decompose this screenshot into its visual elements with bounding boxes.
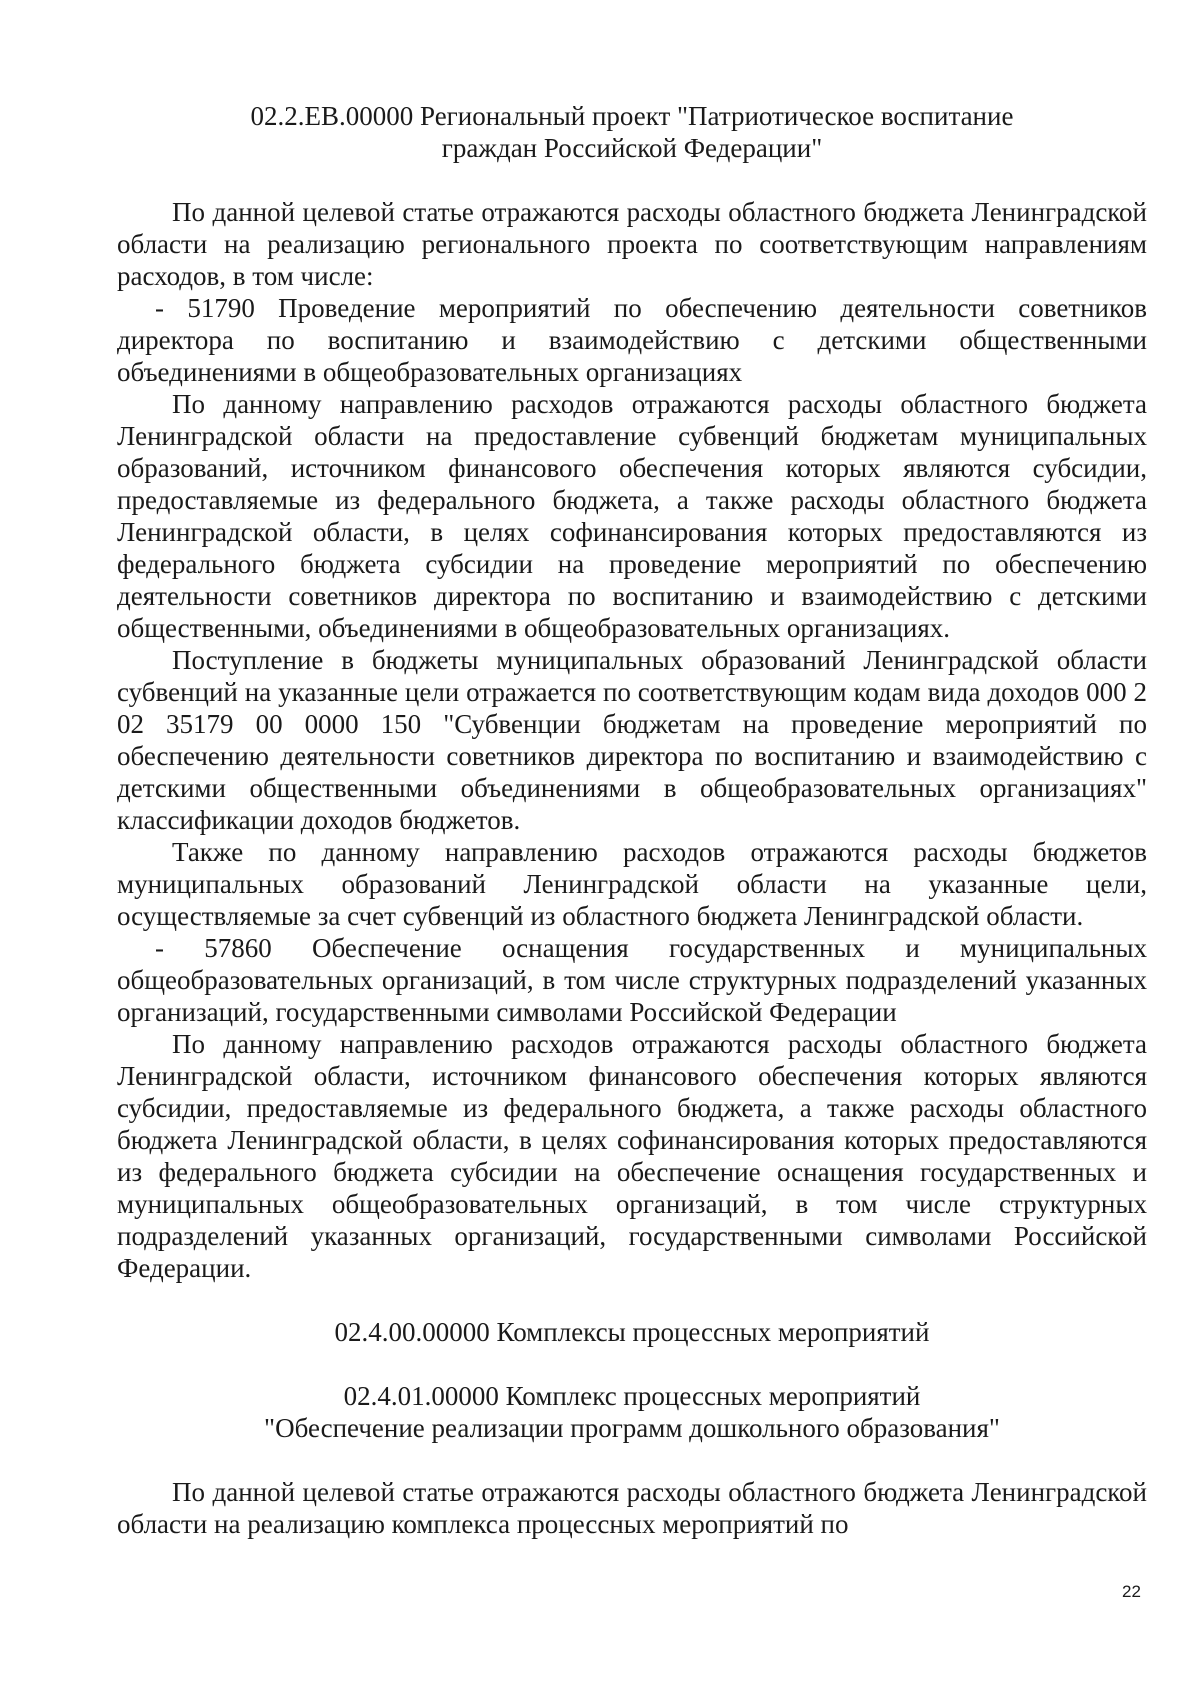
expense-item-57860: - 57860 Обеспечение оснащения государственных и муниципальных общеобразовательных организаций, в том числе структурных подразделений указанных организаций, государственными символами Российской Федерации bbox=[117, 933, 1147, 1027]
page-number: 22 bbox=[1122, 1582, 1141, 1601]
heading-line-1: 02.2.EB.00000 Региональный проект "Патриотическое воспитание bbox=[250, 101, 1014, 131]
paragraph: По данной целевой статье отражаются расходы областного бюджета Ленинградской области на реализацию комплекса процессных мероприятий по bbox=[117, 1477, 1147, 1539]
paragraph: Также по данному направлению расходов отражаются расходы бюджетов муниципальных образований Ленинградской области на указанные цели, осуществляемые за счет субвенций из областного бюджета Ленинградской области. bbox=[117, 837, 1147, 931]
document-page bbox=[117, 100, 1147, 1540]
paragraph: По данному направлению расходов отражаются расходы областного бюджета Ленинградской области на предоставление субвенций бюджетам муниципальных образований, источником финансового обеспечения которых являются субсидии, предоставляемые из федерального бюджета, а также расходы областного бюджета Ленинградской области, в целях софинансирования которых предоставляются из федерального бюджета субсидии на проведение мероприятий по обеспечению деятельности советников директора по воспитанию и взаимодействию с детскими общественными, объединениями в общеобразовательных организациях. bbox=[117, 389, 1147, 643]
heading-line-1: 02.4.01.00000 Комплекс процессных мероприятий bbox=[343, 1381, 921, 1411]
paragraph: Поступление в бюджеты муниципальных образований Ленинградской области субвенций на указанные цели отражается по соответствующим кодам вида доходов 000 2 02 35179 00 0000 150 "Субвенции бюджетам на проведение мероприятий по обеспечению деятельности советников директора по воспитанию и взаимодействию с детскими общественными объединениями в общеобразовательных организациях" классификации доходов бюджетов. bbox=[117, 645, 1147, 835]
heading-line-2: граждан Российской Федерации" bbox=[441, 133, 823, 163]
section-heading-regional-project bbox=[117, 100, 1147, 164]
paragraph: По данному направлению расходов отражаются расходы областного бюджета Ленинградской области, источником финансового обеспечения которых являются субсидии, предоставляемые из федерального бюджета, а также расходы областного бюджета Ленинградской области, в целях софинансирования которых предоставляются из федерального бюджета субсидии на обеспечение оснащения государственных и муниципальных общеобразовательных организаций, в том числе структурных подразделений указанных организаций, государственными символами Российской Федерации. bbox=[117, 1029, 1147, 1283]
expense-item-51790: - 51790 Проведение мероприятий по обеспечению деятельности советников директора по воспитанию и взаимодействию с детскими общественными объединениями в общеобразовательных организациях bbox=[117, 293, 1147, 387]
paragraph: По данной целевой статье отражаются расходы областного бюджета Ленинградской области на реализацию регионального проекта по соответствующим направлениям расходов, в том числе: bbox=[117, 197, 1147, 291]
heading-line-2: "Обеспечение реализации программ дошкольного образования" bbox=[264, 1413, 1000, 1443]
section-heading-preschool-complex bbox=[117, 1380, 1147, 1444]
section-heading-process-complexes: 02.4.00.00000 Комплексы процессных мероприятий bbox=[334, 1317, 930, 1347]
